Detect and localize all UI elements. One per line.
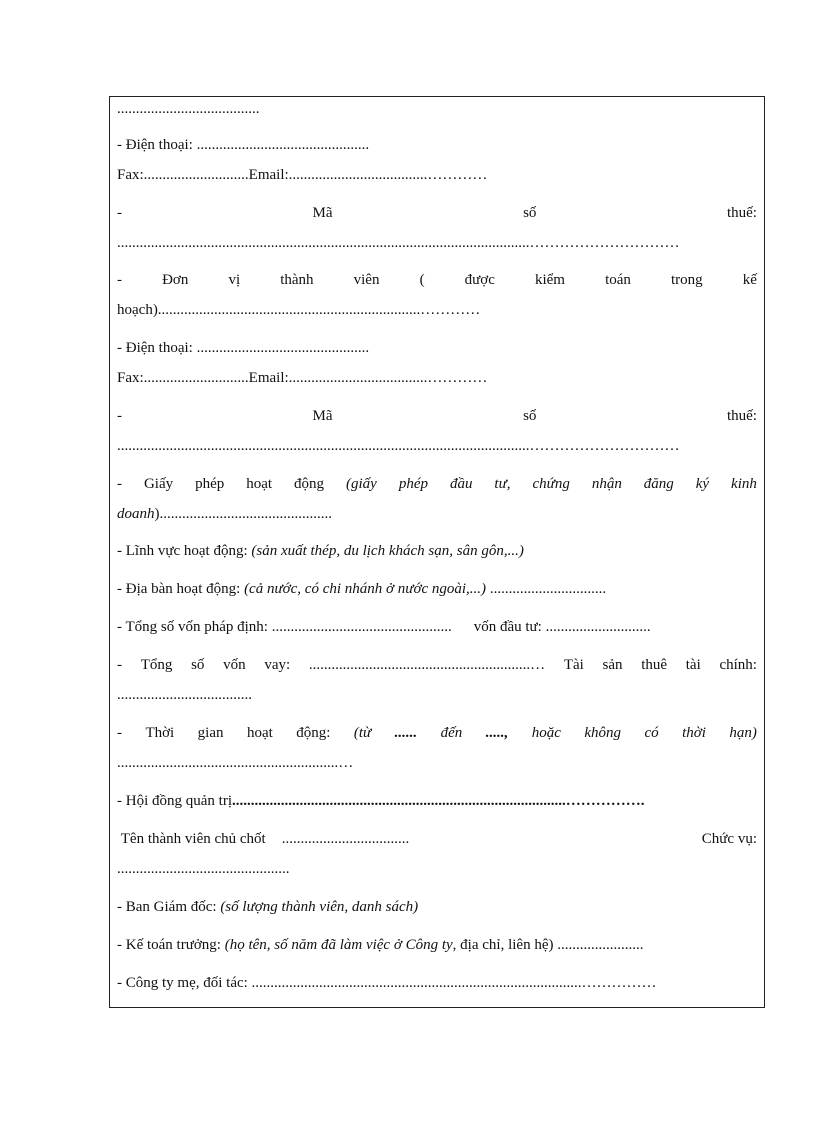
board-line: - Hội đồng quản trị.........................................................................................……………. (117, 793, 645, 809)
phone-line: - Điện thoại: .............................................. (117, 137, 370, 153)
tax-code-dots-2: ..............................................................................................................………………………… (117, 438, 680, 454)
operation-time-dots: ...........................................................… (117, 755, 354, 771)
key-member-line: Tên thành viên chủ chốt .................................. Chức vụ: (120, 831, 757, 847)
license-dots: doanh).............................................. (117, 506, 332, 522)
chief-accountant-line: - Kế toán trưởng: (họ tên, số năm đã làm việc ở Công ty, địa chỉ, liên hệ) ....................... (117, 937, 644, 953)
tax-code-dots: ..............................................................................................................………………………… (117, 235, 680, 251)
member-unit-dots: hoạch)......................................................................………… (117, 302, 481, 318)
parent-company-line: - Công ty mẹ, đối tác: ........................................................................................…………… (117, 975, 657, 991)
phone-line-2: - Điện thoại: .............................................. (117, 340, 370, 356)
tax-code-line: - Mã số thuế: (117, 205, 757, 221)
form-frame (109, 96, 765, 1008)
operation-time-line: - Thời gian hoạt động: (từ ...... đến ....., hoặc không có thời hạn) (117, 725, 757, 741)
member-unit-line: - Đơn vị thành viên ( được kiểm toán trong kế (117, 272, 757, 288)
fax-email-line (117, 166, 757, 184)
loan-line: - Tổng số vốn vay: ...........................................................… Tài sản thuê tài chính: (117, 657, 757, 673)
fax-field: Fax:............................ (117, 167, 249, 183)
directors-line: - Ban Giám đốc: (số lượng thành viên, danh sách) (117, 899, 419, 915)
license-line: - Giấy phép hoạt động (giấy phép đầu tư, chứng nhận đăng ký kinh (117, 476, 757, 492)
business-field-line: - Lĩnh vực hoạt động: (sản xuất thép, du lịch khách sạn, sân gôn,...) (117, 543, 524, 559)
fax-email-line-2 (117, 369, 757, 387)
key-member-dots: .............................................. (117, 861, 290, 877)
operating-area-line: - Địa bàn hoạt động: (cả nước, có chi nhánh ở nước ngoài,...) ............................... (117, 581, 607, 597)
email-field: Email:.....................................………… (248, 167, 488, 183)
email-field-2: Email:.....................................………… (248, 370, 488, 386)
dotted-line: ...................................... (117, 101, 260, 117)
fax-field-2: Fax:............................ (117, 370, 249, 386)
tax-code-line-2: - Mã số thuế: (117, 408, 757, 424)
loan-dots: .................................... (117, 687, 252, 703)
capital-line: - Tổng số vốn pháp định: ................................................ vốn đầu tư: ............................ (117, 619, 651, 635)
